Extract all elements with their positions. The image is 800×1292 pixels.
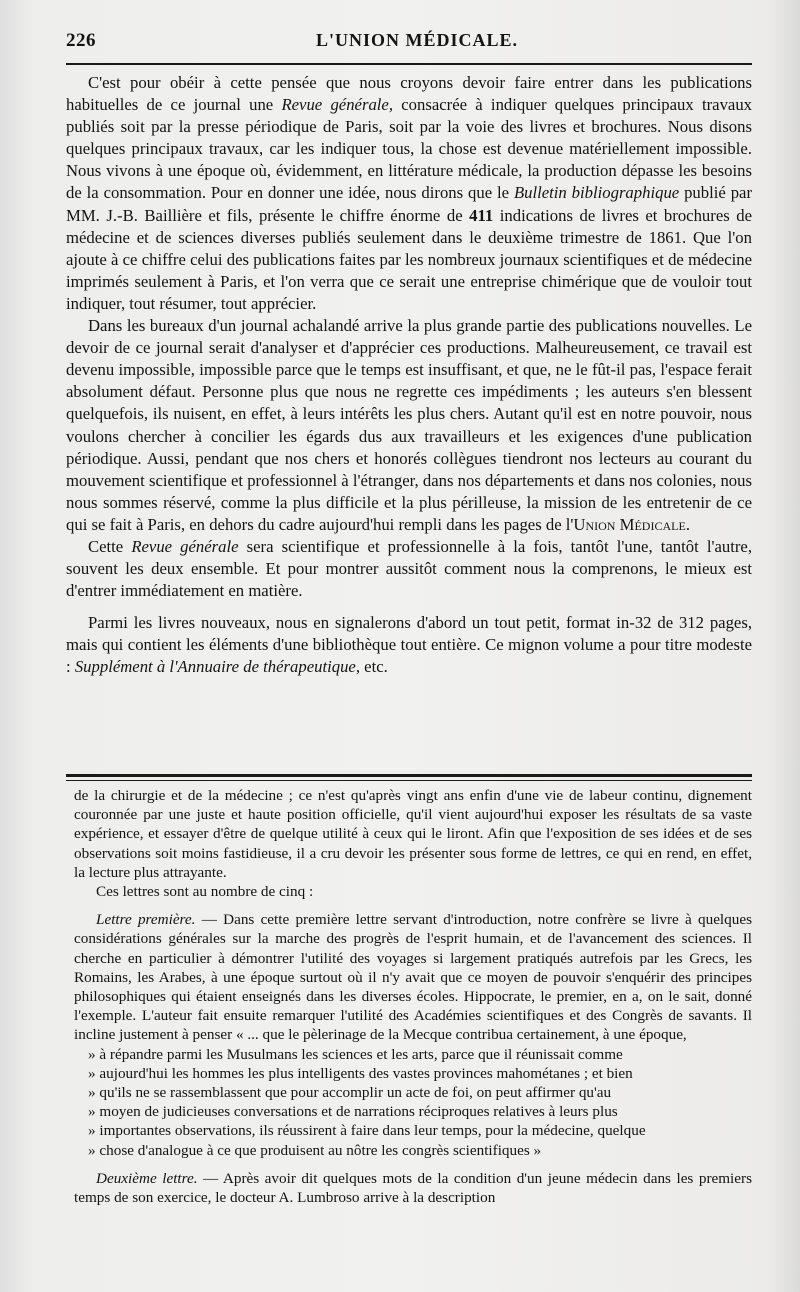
quote-line: » aujourd'hui les hommes les plus intelligents des vastes provinces mahométanes ; et bien	[88, 1064, 633, 1082]
paragraph: de la chirurgie et de la médecine ; ce n'est qu'après vingt ans enfin d'une vie de labeur continu, dignement couronnée par une juste et haute position officielle, qu'il vient aujourd'hui exposer les résultats de sa vaste expérience, et essayer d'être de quelque utilité à ceux qui le liront. Afin que l'exposition de ses idées et de ses observations soit moins fastidieuse, il a cru devoir les présenter sous forme de lettres, ce qui en rend, en effet, la lecture plus attrayante.	[74, 787, 752, 881]
quote-line: » chose d'analogue à ce que produisent au nôtre les congrès scientifiques »	[88, 1141, 542, 1159]
page-header	[66, 28, 752, 62]
main-text	[66, 72, 752, 679]
quote-line: » à répandre parmi les Musulmans les sciences et les arts, parce que il réunissait comme	[88, 1045, 623, 1063]
quote-line: » qu'ils ne se rassemblassent que pour accomplir un acte de foi, on peut affirmer qu'au	[88, 1084, 612, 1102]
quote-line: » moyen de judicieuses conversations et de narrations réciproques relatives à leurs plus	[88, 1103, 618, 1121]
paragraph: Cette Revue générale sera scientifique et professionnelle à la fois, tantôt l'une, tantôt l'autre, souvent les deux ensemble. Et pour montrer aussitôt comment nous la comprenons, le mieux est d'entrer immédiatement en matière.	[66, 536, 752, 601]
section-rule-thin	[66, 780, 752, 781]
continuation-text	[74, 786, 752, 1207]
paragraph: Parmi les livres nouveaux, nous en signalerons d'abord un tout petit, format in-32 de 312 pages, mais qui contient les éléments d'une bibliothèque tout entière. Ce mignon volume a pour titre modeste : Supplément à l'Annuaire de thérapeutique, etc.	[66, 613, 752, 677]
quotation	[74, 1045, 752, 1160]
paragraph: Ces lettres sont au nombre de cinq :	[96, 883, 314, 901]
paragraph: Lettre première. — Dans cette première lettre servant d'introduction, notre confrère se livre à quelques considérations générales sur la marche des progrès de l'esprit humain, et de l'avancement des sciences. Il cherche en particulier à démontrer l'utilité des voyages si largement pratiqués autrefois par les Grecs, les Romains, les Arabes, à une époque surtout où il n'y avait que ce moyen de pouvoir s'enquérir des principes philosophiques qui étaient enseignés dans les diverses écoles. Hippocrate, le premier, en a, on le sait, donné l'exemple. L'auteur fait ensuite remarquer l'utilité des Académies scientifiques et des Congrès de savants. Il incline justement à penser « ... que le pèlerinage de la Mecque contribua certainement, à une époque,	[74, 911, 752, 1044]
paragraph: Deuxième lettre. — Après avoir dit quelques mots de la condition d'un jeune médecin dans les premiers temps de son exercice, le docteur A. Lumbroso arrive à la description	[74, 1169, 752, 1207]
paragraph: Dans les bureaux d'un journal achalandé arrive la plus grande partie des publications nouvelles. Le devoir de ce journal serait d'analyser et d'apprécier ces productions. Malheureusement, ce travail est devenu impossible, impossible parce que le temps est insuffisant, et que, ne le fût-il pas, l'espace ferait absolument défaut. Personne plus que nous ne regrette ces impédiments ; les auteurs s'en blessent quelquefois, ils nuisent, en effet, à leurs intérêts les plus chers. Autant qu'il est en notre pouvoir, nous voulons chercher à concilier les égards dus aux travailleurs et les exigences d'une publication périodique. Aussi, pendant que nos chers et honorés collègues tiendront nos lecteurs au courant du mouvement scientifique et professionnel à l'étranger, dans nos départements et dans nos colonies, nous nous sommes réservé, comme la plus difficile et la plus périlleuse, la mission de les entretenir de ce qui se fait à Paris, en dehors du cadre aujourd'hui rempli dans les pages de l'Union Médicale.	[66, 316, 752, 534]
paragraph: C'est pour obéir à cette pensée que nous croyons devoir faire entrer dans les publications habituelles de ce journal une Revue générale, consacrée à indiquer quelques principaux travaux publiés soit par la presse périodique de Paris, soit par la voie des livres et brochures. Nous disons quelques principaux travaux, car les indiquer tous, la chose est devenue matériellement impossible. Nous vivons à une époque où, évidemment, en littérature médicale, la production dépasse les besoins de la consommation. Pour en donner une idée, nous dirons que le Bulletin bibliographique publié par MM. J.-B. Baillière et fils, présente le chiffre énorme de 411 indications de livres et brochures de médecine et de sciences diverses publiés seulement dans le deuxième trimestre de 1861. Que l'on ajoute à ce chiffre celui des publications faites par les nombreux journaux scientifiques et de médecine imprimés seulement à Paris, et l'on verra que ce serait une entreprise chimérique que de vouloir tout indiquer, tout résumer, tout apprécier.	[66, 73, 753, 313]
page-number: 226	[66, 30, 96, 51]
running-title: L'UNION MÉDICALE.	[316, 30, 519, 50]
section-rule	[66, 774, 752, 777]
header-rule	[66, 63, 752, 65]
quote-line: » importantes observations, ils réussirent à faire dans leur temps, pour la médecine, quelque	[88, 1122, 646, 1140]
